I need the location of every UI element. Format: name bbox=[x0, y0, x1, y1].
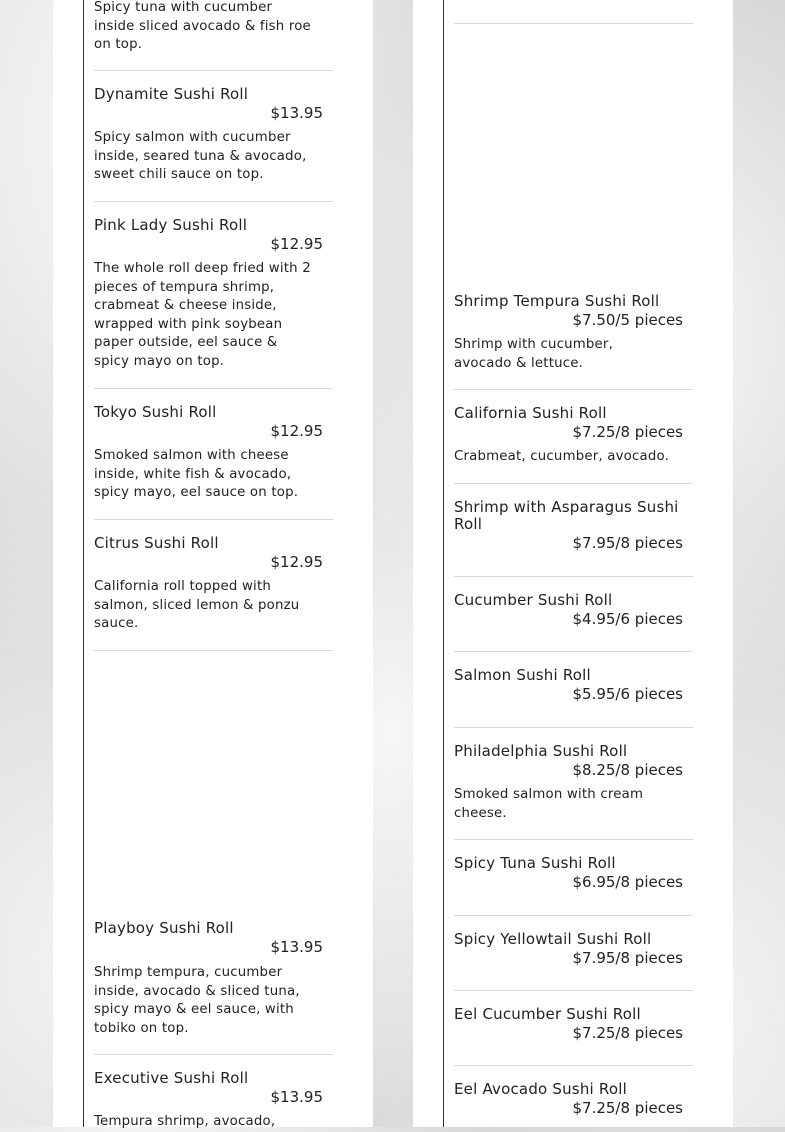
menu-item-name: Executive Sushi Roll bbox=[94, 1069, 249, 1087]
menu-item-name: Spicy Tuna Sushi Roll bbox=[454, 854, 616, 872]
menu-item-price: $7.95/8 pieces bbox=[572, 949, 683, 967]
menu-item-description: Crabmeat, cucumber, avocado. bbox=[454, 449, 670, 464]
menu-item-price: $13.95 bbox=[270, 938, 323, 956]
menu-item-description: Spicy salmon with cucumber inside, seared tuna & avocado, sweet chili sauce on top. bbox=[94, 130, 307, 183]
menu-item-description: Tempura shrimp, avocado, bbox=[94, 1114, 276, 1129]
right-menu-panel bbox=[413, 0, 733, 1127]
menu-item-name: Shrimp Tempura Sushi Roll bbox=[454, 292, 660, 310]
menu-item-price: $12.95 bbox=[270, 553, 323, 571]
menu-item-price: $13.95 bbox=[270, 104, 323, 122]
menu-item-price: $7.25/8 pieces bbox=[572, 1099, 683, 1117]
menu-item-name: Salmon Sushi Roll bbox=[454, 666, 591, 684]
left-menu-column bbox=[83, 0, 333, 1127]
menu-item bbox=[454, 991, 693, 1066]
menu-item-name: Cucumber Sushi Roll bbox=[454, 591, 613, 609]
menu-item bbox=[454, 390, 693, 484]
menu-item-price: $13.95 bbox=[270, 1088, 323, 1106]
menu-item bbox=[94, 1055, 333, 1127]
menu-item-description: Shrimp with cucumber, avocado & lettuce. bbox=[454, 337, 614, 371]
menu-item-description: California roll topped with salmon, sliced lemon & ponzu sauce. bbox=[94, 579, 300, 632]
menu-item bbox=[454, 916, 693, 991]
menu-item-name: Citrus Sushi Roll bbox=[94, 534, 219, 552]
menu-item-name: Spicy Yellowtail Sushi Roll bbox=[454, 930, 652, 948]
menu-item bbox=[454, 577, 693, 652]
menu-item-description: Smoked salmon with cream cheese. bbox=[454, 787, 644, 821]
menu-item-description: The whole roll deep fried with 2 pieces of tempura shrimp, crabmeat & cheese inside, wrapped with pink soybean paper outside, eel sauce & spicy mayo on top. bbox=[94, 261, 311, 369]
menu-item-price: $12.95 bbox=[270, 235, 323, 253]
menu-item-price: $7.50/5 pieces bbox=[572, 311, 683, 329]
menu-item bbox=[454, 1066, 693, 1127]
menu-item bbox=[94, 905, 333, 1055]
menu-item-price: $5.95/6 pieces bbox=[572, 685, 683, 703]
menu-item-name: Philadelphia Sushi Roll bbox=[454, 742, 628, 760]
menu-item-cutoff bbox=[454, 0, 693, 24]
menu-item-description: Shrimp tempura, cucumber inside, avocado & sliced tuna, spicy mayo & eel sauce, with tobiko on top. bbox=[94, 965, 300, 1036]
menu-item-name: Pink Lady Sushi Roll bbox=[94, 216, 248, 234]
menu-item bbox=[94, 0, 333, 71]
menu-item-price: $12.95 bbox=[270, 422, 323, 440]
menu-item-name: Shrimp with Asparagus Sushi Roll bbox=[454, 498, 679, 533]
menu-item bbox=[454, 652, 693, 728]
menu-item-price: $6.95/8 pieces bbox=[572, 873, 683, 891]
menu-item bbox=[94, 202, 333, 389]
menu-item bbox=[454, 278, 693, 390]
menu-item bbox=[454, 484, 693, 577]
menu-item-name: Tokyo Sushi Roll bbox=[94, 403, 217, 421]
menu-item-price: $7.95/8 pieces bbox=[572, 534, 683, 552]
menu-item-price: $7.25/8 pieces bbox=[572, 1024, 683, 1042]
menu-item bbox=[94, 71, 333, 202]
menu-item bbox=[454, 728, 693, 840]
menu-item-price: $7.25/8 pieces bbox=[572, 423, 683, 441]
menu-item-name: Eel Avocado Sushi Roll bbox=[454, 1080, 627, 1098]
menu-item-name: Eel Cucumber Sushi Roll bbox=[454, 1005, 641, 1023]
menu-item-name: California Sushi Roll bbox=[454, 404, 607, 422]
menu-item-description: Spicy tuna with cucumber inside sliced avocado & fish roe on top. bbox=[94, 0, 311, 53]
menu-item-description: Smoked salmon with cheese inside, white fish & avocado, spicy mayo, eel sauce on top. bbox=[94, 448, 299, 501]
right-menu-column bbox=[443, 0, 693, 1127]
menu-item-name: Playboy Sushi Roll bbox=[94, 919, 234, 937]
menu-item bbox=[94, 389, 333, 520]
left-menu-panel bbox=[53, 0, 373, 1127]
menu-item-price: $8.25/8 pieces bbox=[572, 761, 683, 779]
menu-item-name: Dynamite Sushi Roll bbox=[94, 85, 249, 103]
menu-item bbox=[94, 520, 333, 651]
menu-item bbox=[454, 840, 693, 916]
menu-item-price: $4.95/6 pieces bbox=[572, 610, 683, 628]
